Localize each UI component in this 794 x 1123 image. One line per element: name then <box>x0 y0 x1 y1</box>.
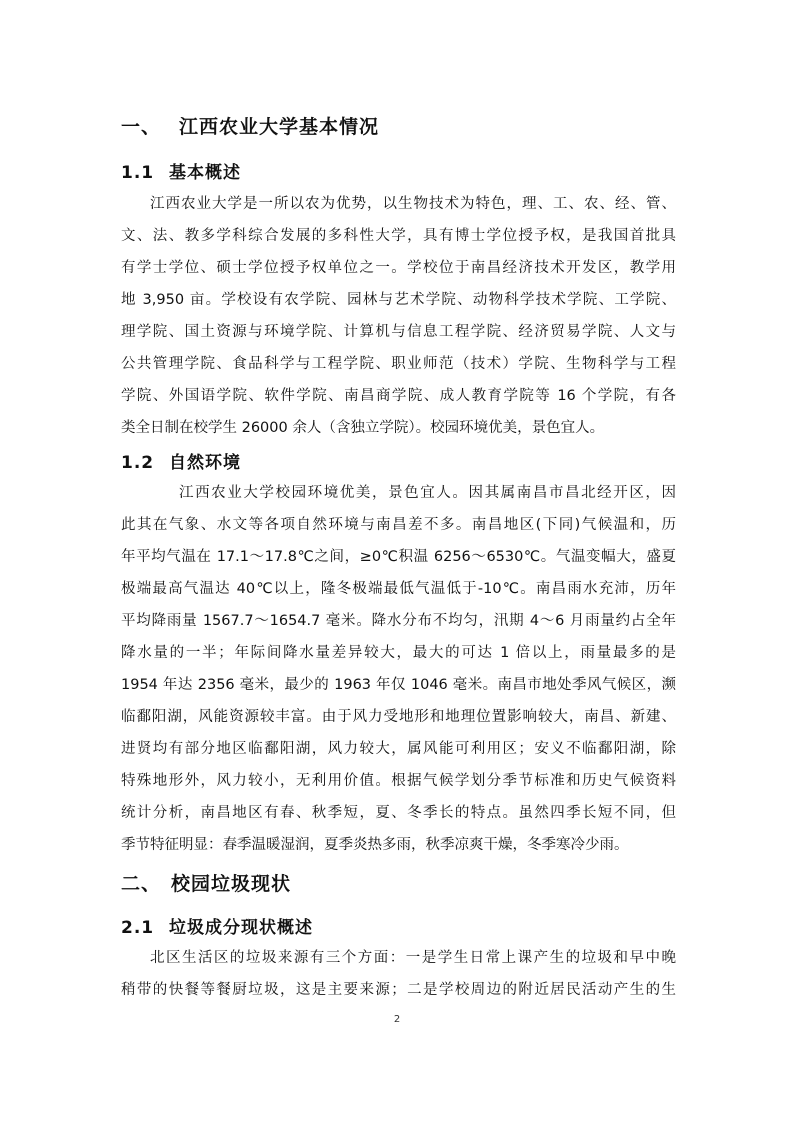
paragraph-line: 进贤均有部分地区临鄱阳湖，风力较大，属风能可利用区；安义不临鄱阳湖，除 <box>121 741 676 757</box>
paragraph-line: 学院、外国语学院、软件学院、南昌商学院、成人教育学院等 16 个学院，有各 <box>121 388 676 404</box>
paragraph <box>121 188 676 444</box>
subsection-number: 1.1 <box>121 163 155 183</box>
section-heading <box>121 112 379 139</box>
paragraph-line: 临鄱阳湖，风能资源较丰富。由于风力受地形和地理位置影响较大，南昌、新建、 <box>121 709 676 725</box>
subsection-heading <box>121 158 241 183</box>
page-number: 2 <box>393 1014 401 1025</box>
subsection-title: 自然环境 <box>169 453 241 473</box>
section-number: 一、 <box>121 116 162 138</box>
subsection-title: 垃圾成分现状概述 <box>169 918 313 938</box>
subsection-number: 1.2 <box>121 453 155 473</box>
paragraph-line: 特殊地形外，风力较小，无利用价值。根据气候学划分季节标准和历史气候资料 <box>121 773 676 789</box>
subsection-title: 基本概述 <box>169 163 241 183</box>
section-title: 校园垃圾现状 <box>171 873 292 895</box>
paragraph-line: 文、法、教多学科综合发展的多科性大学，具有博士学位授予权，是我国首批具 <box>121 228 676 244</box>
paragraph-line: 极端最高气温达 40℃以上，隆冬极端最低气温低于-10℃。南昌雨水充沛，历年 <box>121 581 676 597</box>
subsection-heading <box>121 448 241 473</box>
paragraph-line: 年平均气温在 17.1～17.8℃之间，≥0℃积温 6256～6530℃。气温变幅大，盛夏 <box>121 549 676 565</box>
paragraph-line: 此其在气象、水文等各项自然环境与南昌差不多。南昌地区(下同)气候温和，历 <box>121 517 676 533</box>
paragraph-line: 统计分析，南昌地区有春、秋季短，夏、冬季长的特点。虽然四季长短不同，但 <box>121 805 676 821</box>
paragraph-line: 稍带的快餐等餐厨垃圾，这是主要来源；二是学校周边的附近居民活动产生的生 <box>121 982 676 998</box>
paragraph-line: 1954 年达 2356 毫米，最少的 1963 年仅 1046 毫米。南昌市地处季风气候区，濒 <box>121 677 676 693</box>
paragraph-line: 有学士学位、硕士学位授予权单位之一。学校位于南昌经济技术开发区，教学用 <box>121 260 676 276</box>
paragraph-line: 理学院、国土资源与环境学院、计算机与信息工程学院、经济贸易学院、人文与 <box>121 324 676 340</box>
paragraph-line: 降水量的一半；年际间降水量差异较大，最大的可达 1 倍以上，雨量最多的是 <box>121 645 676 661</box>
subsection-heading <box>121 913 313 938</box>
paragraph-line: 北区生活区的垃圾来源有三个方面：一是学生日常上课产生的垃圾和早中晚 <box>150 950 676 966</box>
paragraph-line: 公共管理学院、食品科学与工程学院、职业师范（技术）学院、生物科学与工程 <box>121 356 676 372</box>
paragraph-line: 江西农业大学是一所以农为优势，以生物技术为特色，理、工、农、经、管、 <box>150 196 676 212</box>
section-heading <box>121 869 291 896</box>
paragraph <box>121 942 676 1006</box>
section-title: 江西农业大学基本情况 <box>179 116 380 138</box>
section-number: 二、 <box>121 873 162 895</box>
subsection-number: 2.1 <box>121 918 155 938</box>
paragraph-line: 平均降雨量 1567.7～1654.7 毫米。降水分布不均匀，汛期 4～6 月雨量约占全年 <box>121 613 676 629</box>
paragraph-line: 地 3,950 亩。学校设有农学院、园林与艺术学院、动物科学技术学院、工学院、 <box>121 292 676 308</box>
paragraph-line: 季节特征明显：春季温暖湿润，夏季炎热多雨，秋季凉爽干燥，冬季寒冷少雨。 <box>121 837 629 853</box>
paragraph <box>121 477 676 861</box>
paragraph-line: 江西农业大学校园环境优美，景色宜人。因其属南昌市昌北经开区，因 <box>179 485 676 501</box>
paragraph-line: 类全日制在校学生 26000 余人（含独立学院）。校园环境优美，景色宜人。 <box>121 420 605 436</box>
